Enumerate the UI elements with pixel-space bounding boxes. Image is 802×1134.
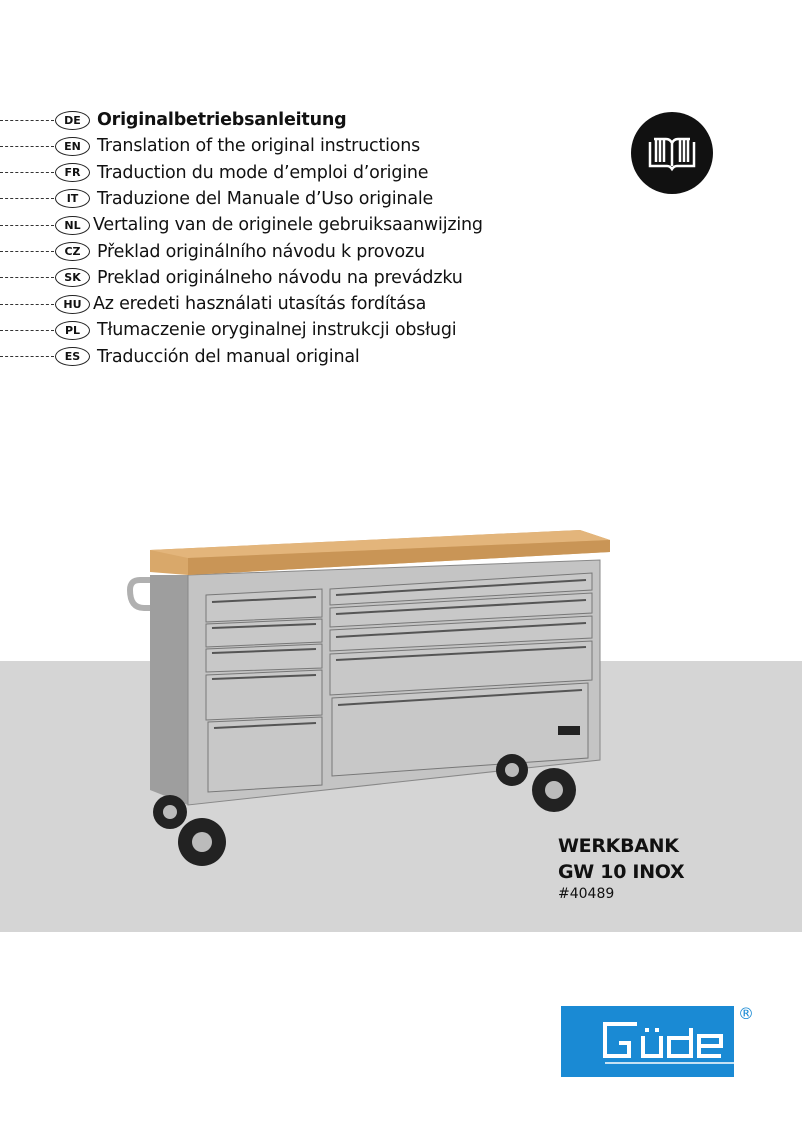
open-book-icon xyxy=(631,112,713,194)
language-row-es xyxy=(0,344,360,370)
language-badge: ES xyxy=(55,347,90,366)
language-badge: PL xyxy=(55,321,90,340)
dotted-leader xyxy=(0,172,54,173)
gude-logo xyxy=(561,1006,734,1077)
language-title: Překlad originálního návodu k provozu xyxy=(97,241,425,262)
product-name-line2: GW 10 INOX xyxy=(558,861,685,883)
dotted-leader xyxy=(0,356,54,357)
language-title: Traducción del manual original xyxy=(97,346,360,367)
language-badge: CZ xyxy=(55,242,90,261)
language-badge: SK xyxy=(55,268,90,287)
language-badge: IT xyxy=(55,189,90,208)
dotted-leader xyxy=(0,146,54,147)
registered-mark: ® xyxy=(738,1004,754,1023)
dotted-leader xyxy=(0,251,54,252)
language-badge: FR xyxy=(55,163,90,182)
language-row-cz xyxy=(0,239,425,265)
dotted-leader xyxy=(0,304,54,305)
language-badge: EN xyxy=(55,137,90,156)
language-badge: HU xyxy=(55,295,90,314)
language-row-it xyxy=(0,186,433,212)
workbench-image xyxy=(120,520,620,874)
language-row-pl xyxy=(0,317,456,343)
language-badge: NL xyxy=(55,216,90,235)
dotted-leader xyxy=(0,330,54,331)
language-row-fr xyxy=(0,160,428,186)
dotted-leader xyxy=(0,277,54,278)
language-title: Vertaling van de originele gebruiksaanwijzing xyxy=(93,215,483,236)
language-title: Translation of the original instructions xyxy=(97,136,421,157)
language-row-en xyxy=(0,133,420,159)
language-badge: DE xyxy=(55,111,90,130)
language-title: Preklad originálneho návodu na prevádzku xyxy=(97,267,463,288)
language-row-hu xyxy=(0,291,426,317)
language-title: Traduzione del Manuale d’Uso originale xyxy=(97,188,434,209)
language-title: Traduction du mode d’emploi d’origine xyxy=(97,162,429,183)
language-title: Az eredeti használati utasítás fordítása xyxy=(93,294,427,315)
dotted-leader xyxy=(0,120,54,121)
article-number: #40489 xyxy=(558,886,615,902)
product-name-line1: WERKBANK xyxy=(558,835,679,857)
language-row-nl xyxy=(0,212,483,238)
dotted-leader xyxy=(0,225,54,226)
language-title: Tłumaczenie oryginalnej instrukcji obsługi xyxy=(97,320,457,341)
dotted-leader xyxy=(0,198,54,199)
language-title: Originalbetriebsanleitung xyxy=(97,110,347,130)
product-title xyxy=(558,833,684,885)
language-row-de xyxy=(0,107,346,133)
language-row-sk xyxy=(0,265,463,291)
